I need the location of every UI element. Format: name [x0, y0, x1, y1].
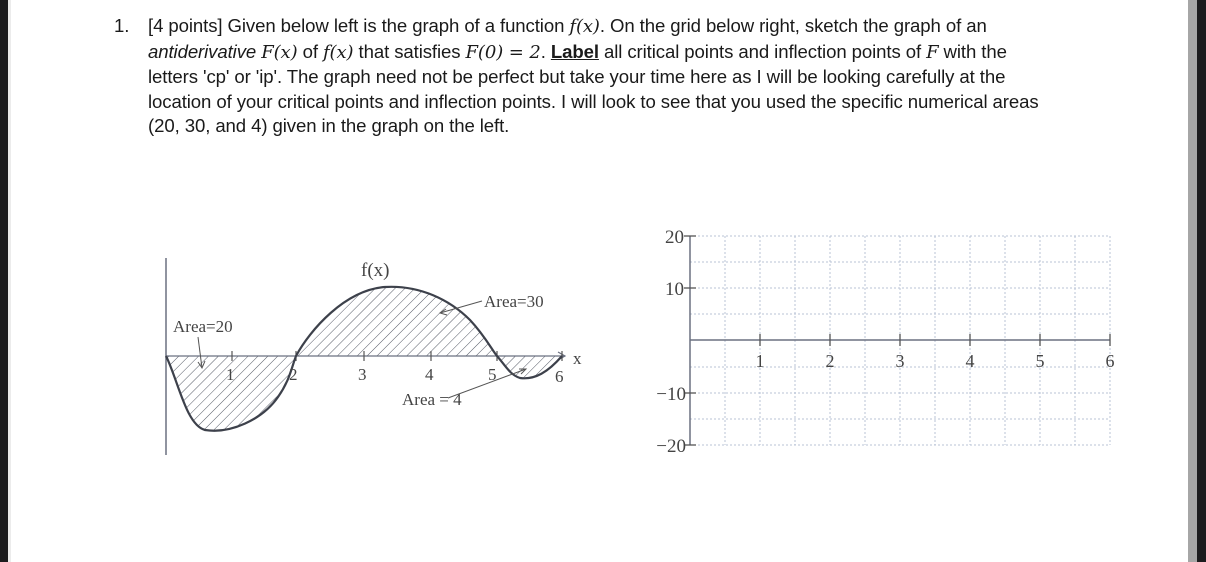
- text-segment: .: [540, 40, 551, 62]
- points-label: [4 points]: [148, 15, 223, 36]
- text-segment: . On the grid below right, sketch the graph of an: [599, 15, 987, 36]
- x-tick-1: 1: [226, 365, 235, 384]
- math-F0: F(0) = 2: [465, 41, 541, 63]
- function-label: f(x): [361, 260, 390, 281]
- x-tick-4: 4: [425, 365, 434, 384]
- area-20-label: Area=20: [173, 317, 233, 336]
- grid-x-tick-4: 4: [965, 351, 975, 371]
- area-30-label: Area=30: [484, 292, 544, 311]
- text-segment: of: [297, 40, 323, 62]
- grid-x-tick-2: 2: [825, 351, 835, 371]
- math-Fx: F(x): [261, 41, 298, 63]
- grid-x-tick-6: 6: [1105, 351, 1115, 371]
- x-tick-2: 2: [289, 365, 298, 384]
- y-tick-neg20: −20: [656, 436, 686, 457]
- x-tick-3: 3: [358, 365, 367, 384]
- area-4-label: Area = 4: [402, 390, 462, 409]
- y-tick-10: 10: [665, 279, 684, 300]
- math-fx: f(x): [569, 16, 600, 37]
- question-line-3: letters 'cp' or 'ip'. The graph need not be perfect but take your time here as I will be looking carefully at the: [148, 66, 1006, 87]
- y-tick-neg10: −10: [656, 384, 686, 405]
- x-tick-6: 6: [555, 367, 564, 386]
- question-line-4: location of your critical points and inflection points. I will look to see that you used the specific numerical areas: [148, 90, 1039, 112]
- antiderivative-word: antiderivative: [148, 40, 257, 62]
- text-segment: all critical points and inflection points of: [598, 40, 927, 62]
- text-segment: that satisfies: [353, 40, 466, 62]
- math-F: F: [926, 41, 939, 63]
- label-emphasis: Label: [550, 40, 599, 62]
- math-fx-2: f(x): [322, 41, 354, 63]
- grid-x-tick-3: 3: [895, 351, 905, 371]
- text-segment: Given below left is the graph of a function: [222, 15, 570, 36]
- region-area-30: [296, 287, 497, 356]
- x-tick-5: 5: [488, 365, 497, 384]
- text-segment: with the: [938, 40, 1007, 62]
- area-4-pointer: [448, 369, 526, 398]
- y-tick-20: 20: [665, 227, 684, 248]
- question-line-5: (20, 30, and 4) given in the graph on the left.: [148, 115, 510, 136]
- x-axis-label: x: [573, 349, 582, 368]
- question-number: 1.: [114, 15, 130, 36]
- grid-x-tick-5: 5: [1035, 351, 1045, 371]
- grid-x-tick-1: 1: [755, 351, 765, 371]
